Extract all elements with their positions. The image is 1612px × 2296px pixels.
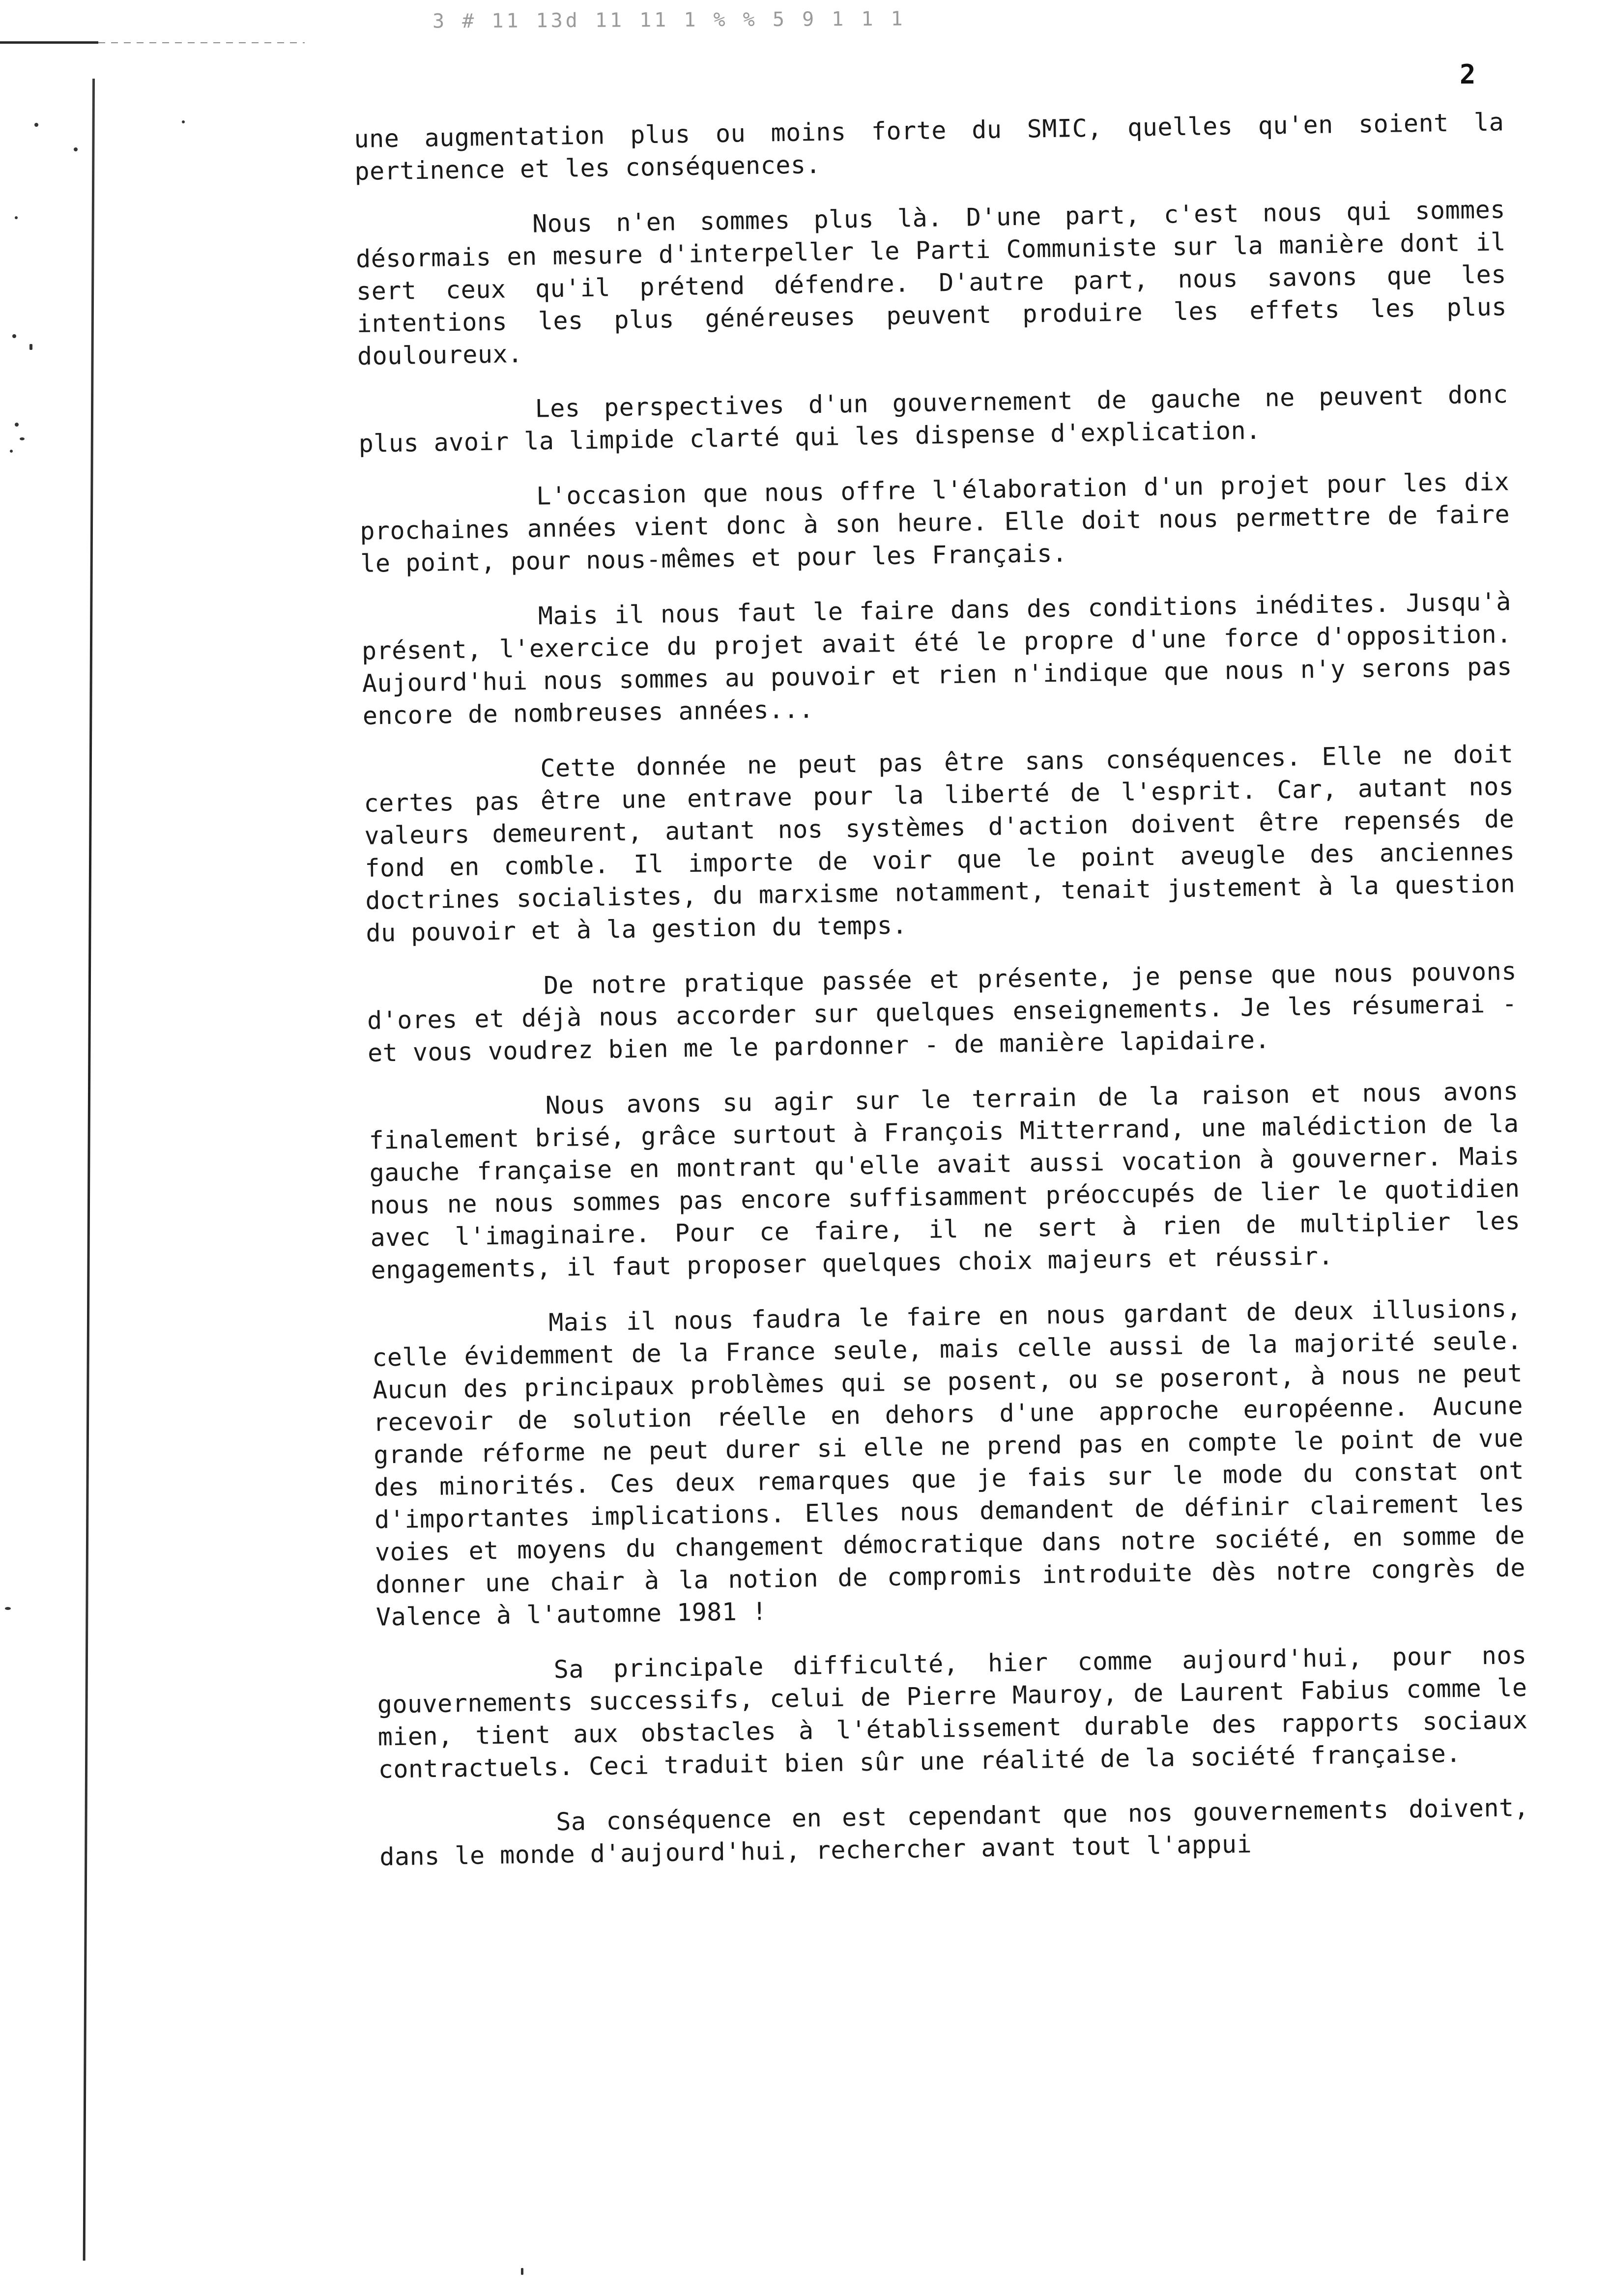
paragraph: Nous n'en sommes plus là. D'une part, c'est nous qui sommes désormais en mesure d'interpeller le Parti Communiste sur la manière dont il sert ceux qu'il prétend défendre. D'autre part, nous savons que les intentions les plus généreuses peuvent produire les effets les plus douloureux. <box>355 195 1507 371</box>
paragraph: Sa principale difficulté, hier comme aujourd'hui, pour nos gouvernements successifs, celui de Pierre Mauroy, de Laurent Fabius comme le mien, tient aux obstacles à l'établissement durable des rapports sociaux contractuels. Ceci traduit bien sûr une réalité de la société française. <box>377 1640 1528 1784</box>
speck <box>12 334 16 338</box>
photocopy-header-smudge: 3 # 11 13d 11 11 1 % % 5 9 1 1 1 <box>432 7 906 33</box>
paragraph: Les perspectives d'un gouvernement de gauche ne peuvent donc plus avoir la limpide clarté qui les dispense d'explication. <box>358 380 1508 458</box>
speck <box>15 423 19 427</box>
left-margin-line <box>83 79 95 2261</box>
speck <box>521 2268 523 2275</box>
paragraph: une augmentation plus ou moins forte du SMIC, quelles qu'en soient la pertinence et les conséquences. <box>354 108 1504 186</box>
page-number: 2 <box>1460 59 1476 90</box>
top-left-rule <box>0 41 98 44</box>
speck <box>74 147 78 151</box>
speck <box>15 216 18 219</box>
paragraph: Mais il nous faut le faire dans des conditions inédites. Jusqu'à présent, l'exercice du projet avait été le propre d'une force d'opposition. Aujourd'hui nous sommes au pouvoir et rien n'indique que nous n'y serons pas encore de nombreuses années... <box>361 587 1513 730</box>
speck <box>34 123 38 127</box>
paragraph: De notre pratique passée et présente, je pense que nous pouvons d'ores et déjà nous accorder sur quelques enseignements. Je les résumerai - et vous voudrez bien me le pardonner - de manière lapidaire. <box>367 957 1518 1067</box>
speck <box>10 450 13 453</box>
speck <box>20 437 25 440</box>
paragraph: Mais il nous faudra le faire en nous gardant de deux illusions, celle évidemment de la France seule, mais celle aussi de la majorité seule. Aucun des principaux problèmes qui se posent, ou se poseront, à nous ne peut recevoir de solution réelle en dehors d'une approche européenne. Aucune grande réforme ne peut durer si elle ne prend pas en compte le point de vue des minorités. Ces deux remarques que je fais sur le mode du constat ont d'importantes implications. Elles nous demandent de définir clairement les voies et moyens du changement démocratique dans notre société, en somme de donner une chair à la notion de compromis introduite dès notre congrès de Valence à l'automne 1981 ! <box>372 1294 1526 1632</box>
speck <box>29 344 32 350</box>
paragraph: L'occasion que nous offre l'élaboration d'un projet pour les dix prochaines années vient donc à son heure. Elle doit nous permettre de faire le point, pour nous-mêmes et pour les Français. <box>359 467 1510 578</box>
paragraph: Sa conséquence en est cependant que nos gouvernements doivent, dans le monde d'aujourd'hui, rechercher avant tout l'appui <box>379 1793 1529 1871</box>
top-left-dashed-rule <box>98 42 305 43</box>
paragraph: Cette donnée ne peut pas être sans conséquences. Elle ne doit certes pas être une entrave pour la liberté de l'esprit. Car, autant nos valeurs demeurent, autant nos systèmes d'action doivent être repensés de fond en comble. Il importe de voir que le point aveugle des anciennes doctrines socialistes, du marxisme notamment, tenait justement à la question du pouvoir et à la gestion du temps. <box>364 740 1516 947</box>
speck <box>182 120 185 123</box>
speck <box>5 1607 11 1610</box>
paragraph: Nous avons su agir sur le terrain de la raison et nous avons finalement brisé, grâce surtout à François Mitterrand, une malédiction de la gauche française en montrant qu'elle avait aussi vocation à gouverner. Mais nous ne nous sommes pas encore suffisamment préoccupés de lier le quotidien avec l'imaginaire. Pour ce faire, il ne sert à rien de multiplier les engagements, il faut proposer quelques choix majeurs et réussir. <box>369 1077 1521 1285</box>
body-text <box>354 106 1530 1895</box>
